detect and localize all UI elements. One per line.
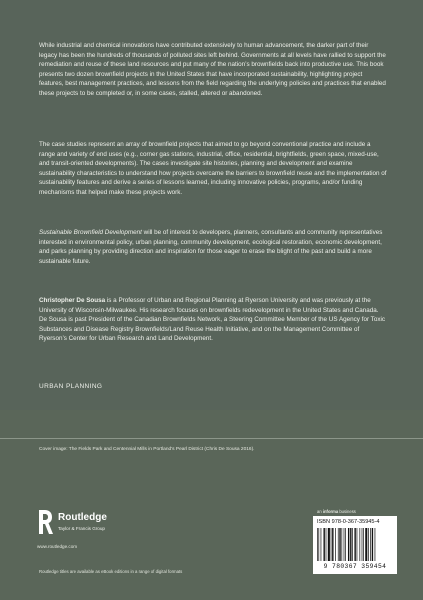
informa-prefix: an xyxy=(317,509,323,514)
author-bio xyxy=(39,296,387,344)
informa-name: informa xyxy=(322,509,339,514)
description-paragraph-3 xyxy=(39,228,387,266)
publisher-url: www.routledge.com xyxy=(37,544,78,549)
author-name: Christopher De Sousa xyxy=(39,297,106,304)
barcode-digits: 9 780367 359454 xyxy=(323,563,387,570)
informa-tag xyxy=(317,509,356,514)
author-bio-text: is a Professor of Urban and Regional Planning at Ryerson University and was previously at the University of Wisconsin-Milwaukee. His research focuses on brownfields redevelopment in the United States and Canada. De Sousa is past President of the Canadian Brownfields Network, a Steering Committee Member of the US Agency for Toxic Substances and Disease Registry Brownfields/Land Reuse Health Initiative, and on the Management Committee of Ryerson’s Center for Urban Research and Land Development. xyxy=(39,297,386,343)
description-paragraph-2: The case studies represent an array of brownfield projects that aimed to go beyond conventional practice and include a range and variety of end uses (e.g., corner gas stations, industrial, office, residential, brightfields, green space, mixed-use, and transit-oriented developments). The cases investigate site histories, planning and development and examine sustainability characteristics to understand how projects overcame the barriers to brownfield reuse and the implementation of sustainability features and derive a series of lessons learned, including innovative policies, programs, and/or funding mechanisms that helped make these projects work. xyxy=(39,141,387,196)
routledge-r-icon xyxy=(37,509,53,535)
ebook-note: Routledge titles are available as eBook editions in a range of digital formats xyxy=(39,569,183,574)
informa-suffix: business xyxy=(338,509,356,514)
cover-image-caption: Cover image: The Fields Park and Centennial Mills in Portland’s Pearl District (Chris De Sousa 2016). xyxy=(39,447,255,452)
publisher-logo xyxy=(37,509,157,555)
description-paragraph-3-text: will be of interest to developers, planners, consultants and community representatives interested in environmental policy, urban planning, community development, ecological restoration, economic development, and parks planning by providing direction and inspiration for those eager to erase the blight of the past and build a more sustainable future. xyxy=(39,229,383,265)
publisher-group: Taylor & Francis Group xyxy=(58,526,105,531)
divider xyxy=(0,438,423,439)
description-paragraph-1: While industrial and chemical innovations have contributed extensively to human advancement, the darker part of their legacy has been the hundreds of thousands of polluted sites left behind. Governments at all levels have rallied to support the remediation and reuse of these land resources and put many of the nation’s brownfields back into productive use. This book presents two dozen brownfield projects in the United States that have incorporated sustainability, highlighting project features, best management practices, and lessons from the field regarding the underlying policies and practices that enabled these projects to be completed or, in some cases, stalled, altered or abandoned. xyxy=(39,42,386,97)
isbn-text: ISBN 978-0-367-35945-4 xyxy=(317,519,380,525)
subject-category: URBAN PLANNING xyxy=(39,383,103,390)
publisher-name: Routledge xyxy=(58,512,107,523)
barcode-bars xyxy=(316,528,394,561)
book-title: Sustainable Brownfield Development xyxy=(39,229,142,236)
isbn-barcode xyxy=(313,516,397,574)
